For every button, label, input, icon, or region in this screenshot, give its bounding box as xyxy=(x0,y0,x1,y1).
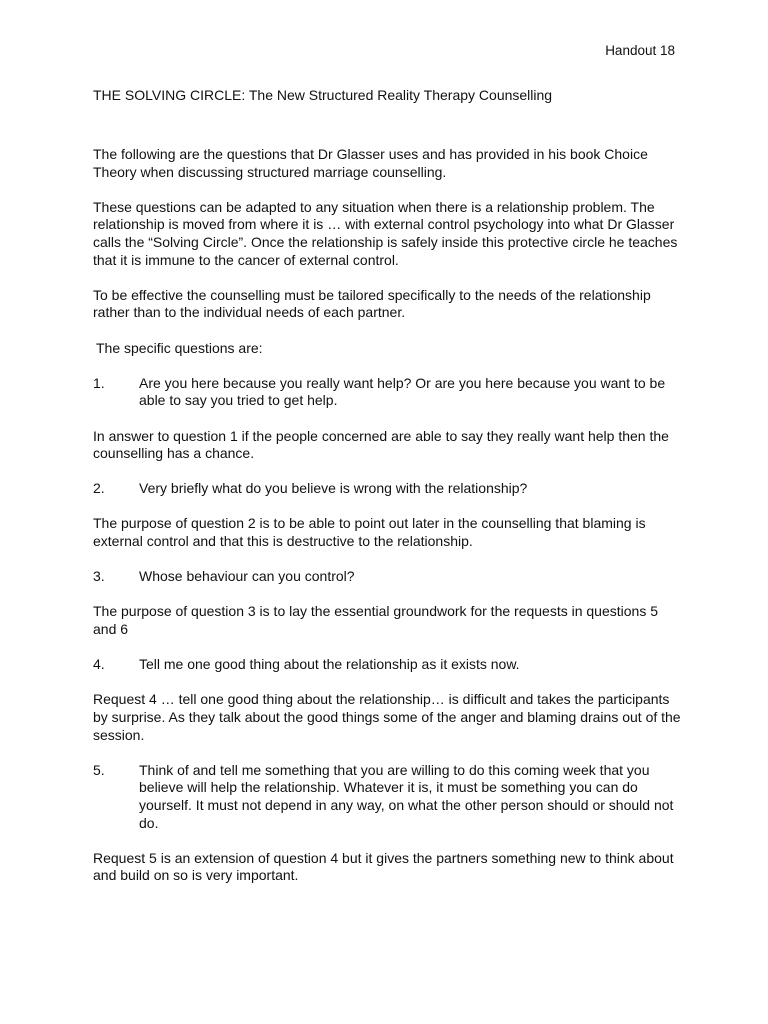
question-text: Very briefly what do you believe is wrong with the relationship? xyxy=(139,480,528,497)
question-text: Are you here because you really want help? Or are you here because you want to be able to say you tried to get help. xyxy=(139,374,666,409)
question-4-followup: Request 4 … tell one good thing about the relationship… is difficult and takes the participants by surprise. As they talk about the good things some of the anger and blaming drains out of the session. xyxy=(93,691,681,743)
paragraph-intro-glasser: The following are the questions that Dr Glasser uses and has provided in his book Choice Theory when discussing structured marriage counselling. xyxy=(93,146,648,180)
question-2 xyxy=(93,480,681,498)
document-title: THE SOLVING CIRCLE: The New Structured Reality Therapy Counselling xyxy=(93,87,553,103)
question-5 xyxy=(93,762,681,832)
question-number: 5. xyxy=(93,761,105,778)
handout-label: Handout 18 xyxy=(605,43,675,58)
question-1-followup: In answer to question 1 if the people concerned are able to say they really want help then the counselling has a chance. xyxy=(93,427,669,462)
question-number: 2. xyxy=(93,480,105,497)
question-text: Whose behaviour can you control? xyxy=(139,568,355,585)
document-body xyxy=(93,146,681,903)
question-number: 4. xyxy=(93,656,105,673)
paragraph-solving-circle: These questions can be adapted to any situation when there is a relationship problem. The relationship is moved from where it is … with external control psychology into what Dr Glasser calls the “Solving Circle”. Once the relationship is safely inside this protective circle he teaches that it is immune to the cancer of external control. xyxy=(93,198,678,268)
question-5-followup: Request 5 is an extension of question 4 but it gives the partners something new to think about and build on so is very important. xyxy=(93,849,674,884)
question-1 xyxy=(93,375,681,410)
questions-intro: The specific questions are: xyxy=(96,339,263,356)
question-text: Think of and tell me something that you are willing to do this coming week that you believe will help the relationship. Whatever it is, it must be something you can do yourself. It must not depend in any way, on what the other person should or should not do. xyxy=(139,761,674,831)
question-3-followup: The purpose of question 3 is to lay the essential groundwork for the requests in questions 5 and 6 xyxy=(93,603,659,638)
question-2-followup: The purpose of question 2 is to be able to point out later in the counselling that blaming is external control and that this is destructive to the relationship. xyxy=(93,515,646,550)
question-text: Tell me one good thing about the relationship as it exists now. xyxy=(139,656,520,673)
question-number: 1. xyxy=(93,374,105,391)
paragraph-tailoring: To be effective the counselling must be tailored specifically to the needs of the relationship rather than to the individual needs of each partner. xyxy=(93,286,651,321)
question-3 xyxy=(93,568,681,586)
question-4 xyxy=(93,656,681,674)
question-number: 3. xyxy=(93,568,105,585)
